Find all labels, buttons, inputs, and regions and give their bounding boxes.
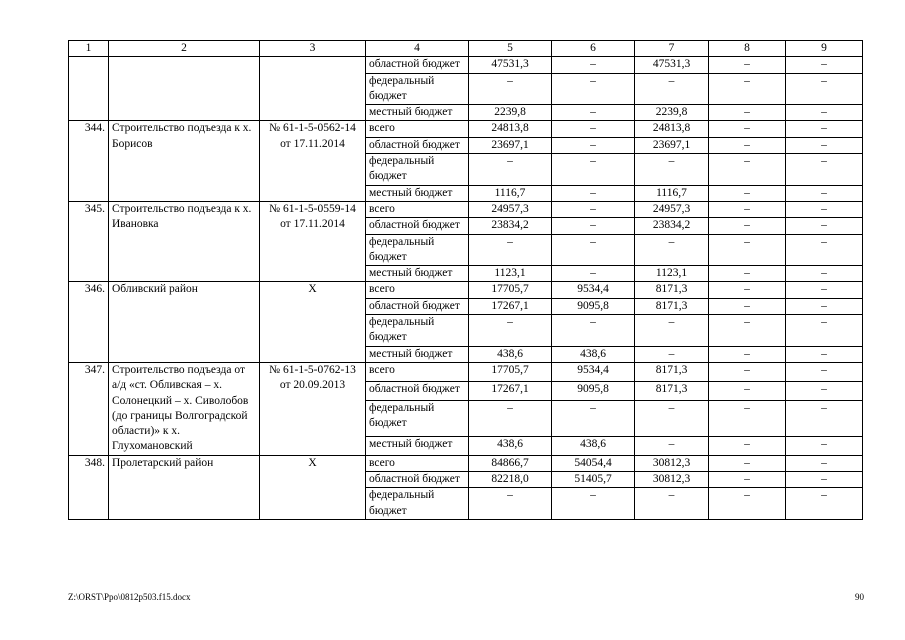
amount-c8: – <box>709 472 786 488</box>
amount-c9: – <box>786 201 863 217</box>
document-number: № 61-1-5-0562-14 от 17.11.2014 <box>260 121 366 201</box>
table-body <box>69 57 863 520</box>
amount-c6: – <box>552 121 635 137</box>
amount-c8: – <box>709 218 786 234</box>
amount-c8: – <box>709 57 786 73</box>
amount-c5: – <box>469 315 552 347</box>
amount-c8: – <box>709 436 786 455</box>
column-number-1: 1 <box>69 41 109 57</box>
amount-c8: – <box>709 121 786 137</box>
item-number <box>69 57 109 121</box>
table-row <box>69 362 863 381</box>
amount-c9: – <box>786 105 863 121</box>
object-name: Строительство подъезда к х. Борисов <box>109 121 260 201</box>
amount-c5: 17705,7 <box>469 282 552 298</box>
document-number: Х <box>260 455 366 519</box>
amount-c5: 1123,1 <box>469 266 552 282</box>
amount-c7: 8171,3 <box>635 298 709 314</box>
item-number: 345. <box>69 201 109 281</box>
object-name: Строительство подъезда к х. Ивановка <box>109 201 260 281</box>
amount-c8: – <box>709 455 786 471</box>
document-number: № 61-1-5-0762-13 от 20.09.2013 <box>260 362 366 455</box>
funding-source: всего <box>366 201 469 217</box>
amount-c9: – <box>786 400 863 436</box>
amount-c6: – <box>552 315 635 347</box>
table-row <box>69 282 863 298</box>
amount-c8: – <box>709 400 786 436</box>
budget-table <box>68 40 863 520</box>
funding-source: федеральный бюджет <box>366 315 469 347</box>
page-number: 90 <box>855 592 864 602</box>
amount-c6: – <box>552 185 635 201</box>
amount-c9: – <box>786 154 863 186</box>
item-number: 346. <box>69 282 109 362</box>
funding-source: областной бюджет <box>366 381 469 400</box>
amount-c9: – <box>786 218 863 234</box>
funding-source: всего <box>366 362 469 381</box>
table-row <box>69 201 863 217</box>
column-number-5: 5 <box>469 41 552 57</box>
amount-c6: – <box>552 400 635 436</box>
amount-c6: – <box>552 137 635 153</box>
document-number <box>260 57 366 121</box>
amount-c7: 23834,2 <box>635 218 709 234</box>
amount-c7: 2239,8 <box>635 105 709 121</box>
amount-c8: – <box>709 362 786 381</box>
column-number-8: 8 <box>709 41 786 57</box>
column-number-6: 6 <box>552 41 635 57</box>
amount-c6: – <box>552 218 635 234</box>
amount-c6: – <box>552 201 635 217</box>
amount-c6: 9095,8 <box>552 381 635 400</box>
amount-c7: 30812,3 <box>635 455 709 471</box>
amount-c8: – <box>709 298 786 314</box>
amount-c5: 24813,8 <box>469 121 552 137</box>
amount-c6: – <box>552 105 635 121</box>
amount-c5: – <box>469 234 552 266</box>
amount-c8: – <box>709 154 786 186</box>
column-number-4: 4 <box>366 41 469 57</box>
amount-c5: 438,6 <box>469 346 552 362</box>
amount-c7: 8171,3 <box>635 282 709 298</box>
file-path: Z:\ORST\Ppo\0812p503.f15.docx <box>68 592 191 602</box>
funding-source: местный бюджет <box>366 185 469 201</box>
amount-c7: 1116,7 <box>635 185 709 201</box>
document-number: Х <box>260 282 366 362</box>
amount-c9: – <box>786 472 863 488</box>
amount-c8: – <box>709 282 786 298</box>
funding-source: местный бюджет <box>366 436 469 455</box>
amount-c7: – <box>635 400 709 436</box>
amount-c8: – <box>709 73 786 105</box>
funding-source: местный бюджет <box>366 266 469 282</box>
amount-c7: 24957,3 <box>635 201 709 217</box>
amount-c9: – <box>786 436 863 455</box>
amount-c8: – <box>709 315 786 347</box>
amount-c9: – <box>786 266 863 282</box>
amount-c5: 2239,8 <box>469 105 552 121</box>
object-name: Пролетарский район <box>109 455 260 519</box>
funding-source: федеральный бюджет <box>366 488 469 520</box>
column-number-7: 7 <box>635 41 709 57</box>
amount-c7: 8171,3 <box>635 362 709 381</box>
amount-c6: 9534,4 <box>552 362 635 381</box>
amount-c5: 84866,7 <box>469 455 552 471</box>
document-number: № 61-1-5-0559-14 от 17.11.2014 <box>260 201 366 281</box>
amount-c6: 9534,4 <box>552 282 635 298</box>
amount-c6: – <box>552 154 635 186</box>
item-number: 348. <box>69 455 109 519</box>
column-number-3: 3 <box>260 41 366 57</box>
amount-c5: – <box>469 488 552 520</box>
funding-source: областной бюджет <box>366 472 469 488</box>
amount-c6: 51405,7 <box>552 472 635 488</box>
amount-c5: – <box>469 400 552 436</box>
amount-c9: – <box>786 185 863 201</box>
amount-c5: 23834,2 <box>469 218 552 234</box>
funding-source: федеральный бюджет <box>366 234 469 266</box>
amount-c9: – <box>786 121 863 137</box>
amount-c9: – <box>786 381 863 400</box>
amount-c9: – <box>786 282 863 298</box>
amount-c6: 438,6 <box>552 346 635 362</box>
amount-c8: – <box>709 185 786 201</box>
item-number: 347. <box>69 362 109 455</box>
amount-c7: 24813,8 <box>635 121 709 137</box>
amount-c6: – <box>552 73 635 105</box>
amount-c6: 54054,4 <box>552 455 635 471</box>
amount-c7: 47531,3 <box>635 57 709 73</box>
item-number: 344. <box>69 121 109 201</box>
amount-c9: – <box>786 57 863 73</box>
object-name: Обливский район <box>109 282 260 362</box>
funding-source: областной бюджет <box>366 57 469 73</box>
amount-c6: – <box>552 488 635 520</box>
amount-c8: – <box>709 105 786 121</box>
amount-c8: – <box>709 488 786 520</box>
amount-c5: 23697,1 <box>469 137 552 153</box>
funding-source: местный бюджет <box>366 105 469 121</box>
column-number-row <box>69 41 863 57</box>
amount-c5: 17705,7 <box>469 362 552 381</box>
object-name: Строительство подъезда от а/д «ст. Обливская – х. Солонецкий – х. Сиволобов (до границы Волгоградской области)» к х. Глухомановский <box>109 362 260 455</box>
funding-source: федеральный бюджет <box>366 154 469 186</box>
amount-c6: – <box>552 266 635 282</box>
funding-source: всего <box>366 282 469 298</box>
amount-c9: – <box>786 137 863 153</box>
amount-c9: – <box>786 234 863 266</box>
amount-c7: – <box>635 488 709 520</box>
amount-c7: – <box>635 315 709 347</box>
funding-source: всего <box>366 455 469 471</box>
column-number-9: 9 <box>786 41 863 57</box>
amount-c7: 30812,3 <box>635 472 709 488</box>
funding-source: федеральный бюджет <box>366 400 469 436</box>
amount-c7: 1123,1 <box>635 266 709 282</box>
funding-source: областной бюджет <box>366 137 469 153</box>
amount-c8: – <box>709 266 786 282</box>
amount-c8: – <box>709 201 786 217</box>
amount-c7: 8171,3 <box>635 381 709 400</box>
amount-c9: – <box>786 73 863 105</box>
amount-c8: – <box>709 234 786 266</box>
amount-c5: 17267,1 <box>469 298 552 314</box>
funding-source: местный бюджет <box>366 346 469 362</box>
amount-c7: – <box>635 73 709 105</box>
amount-c5: 24957,3 <box>469 201 552 217</box>
amount-c5: 1116,7 <box>469 185 552 201</box>
amount-c8: – <box>709 346 786 362</box>
funding-source: федеральный бюджет <box>366 73 469 105</box>
amount-c6: – <box>552 234 635 266</box>
funding-source: всего <box>366 121 469 137</box>
table-row <box>69 455 863 471</box>
amount-c5: 17267,1 <box>469 381 552 400</box>
funding-source: областной бюджет <box>366 298 469 314</box>
amount-c5: – <box>469 154 552 186</box>
amount-c7: – <box>635 436 709 455</box>
amount-c5: – <box>469 73 552 105</box>
amount-c9: – <box>786 488 863 520</box>
amount-c6: 9095,8 <box>552 298 635 314</box>
amount-c7: 23697,1 <box>635 137 709 153</box>
amount-c9: – <box>786 362 863 381</box>
table-row <box>69 57 863 73</box>
amount-c7: – <box>635 154 709 186</box>
amount-c9: – <box>786 346 863 362</box>
funding-source: областной бюджет <box>366 218 469 234</box>
amount-c9: – <box>786 298 863 314</box>
table-row <box>69 121 863 137</box>
amount-c8: – <box>709 137 786 153</box>
amount-c5: 438,6 <box>469 436 552 455</box>
amount-c9: – <box>786 315 863 347</box>
column-number-2: 2 <box>109 41 260 57</box>
amount-c7: – <box>635 234 709 266</box>
amount-c6: 438,6 <box>552 436 635 455</box>
object-name <box>109 57 260 121</box>
amount-c6: – <box>552 57 635 73</box>
amount-c7: – <box>635 346 709 362</box>
amount-c9: – <box>786 455 863 471</box>
amount-c5: 82218,0 <box>469 472 552 488</box>
amount-c8: – <box>709 381 786 400</box>
amount-c5: 47531,3 <box>469 57 552 73</box>
